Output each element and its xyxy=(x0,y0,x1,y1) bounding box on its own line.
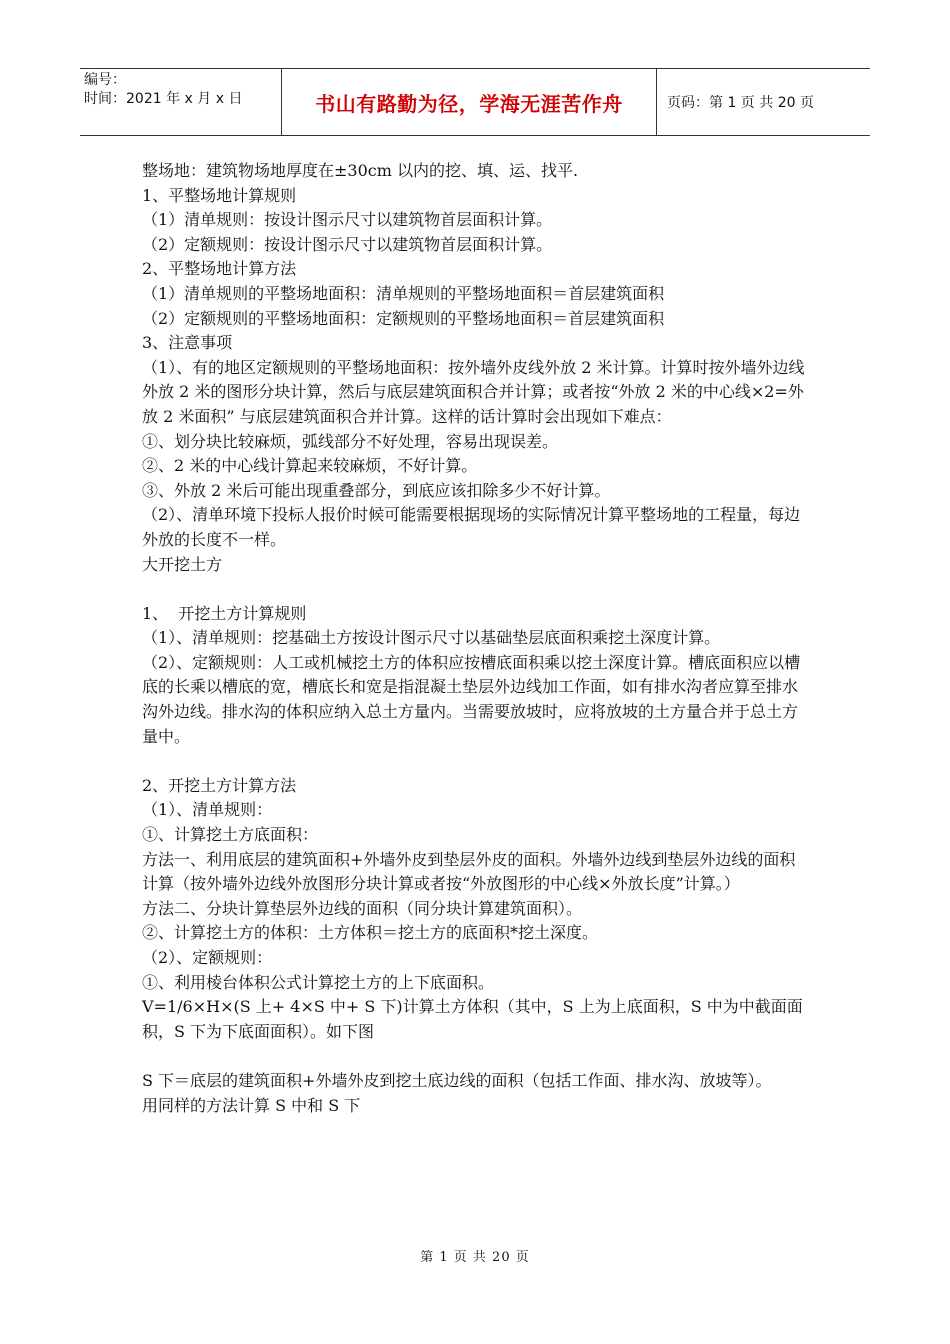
paragraph: （2）、定额规则：人工或机械挖土方的体积应按槽底面积乘以挖土深度计算。槽底面积应以槽底的长乘以槽底的宽，槽底长和宽是指混凝土垫层外边线加工作面，如有排水沟者应算至排水沟外边线。排水沟的体积应纳入总土方量内。当需要放坡时，应将放坡的土方量合并于总土方量中。 xyxy=(142,652,801,746)
paragraph: ①、划分块比较麻烦，弧线部分不好处理，容易出现误差。 xyxy=(142,431,559,451)
page-footer: 第 1 页 共 20 页 xyxy=(420,1250,530,1265)
paragraph: （1）清单规则：按设计图示尺寸以建筑物首层面积计算。 xyxy=(142,210,553,230)
header-page-label: 页码：第 1 页 共 20 页 xyxy=(667,95,814,111)
paragraph: ①、利用棱台体积公式计算挖土方的上下底面积。 xyxy=(142,972,495,992)
paragraph: （1）、清单规则： xyxy=(142,800,273,820)
paragraph: （1）、有的地区定额规则的平整场地面积：按外墙外皮线外放 2 米计算。计算时按外墙外边线外放 2 米的图形分块计算，然后与底层建筑面积合并计算；或者按“外放 2 米的中心线×2=外放 2 米面积” 与底层建筑面积合并计算。这样的话计算时会出现如下难点： xyxy=(142,357,805,426)
blank-line xyxy=(142,749,810,774)
paragraph: （1）清单规则的平整场地面积：清单规则的平整场地面积＝首层建筑面积 xyxy=(142,283,665,303)
paragraph: 方法一、利用底层的建筑面积+外墙外皮到垫层外皮的面积。外墙外边线到垫层外边线的面积计算（按外墙外边线外放图形分块计算或者按“外放图形的中心线×外放长度”计算。） xyxy=(142,849,796,894)
paragraph: V=1/6×H×(S 上+ 4×S 中+ S 下)计算土方体积（其中，S 上为上底面积，S 中为中截面面积，S 下为下底面面积）。如下图 xyxy=(142,997,803,1041)
document-body xyxy=(142,159,810,1118)
paragraph: ②、计算挖土方的体积：土方体积＝挖土方的底面积*挖土深度。 xyxy=(142,923,599,943)
blank-line xyxy=(142,577,810,602)
header-motto: 书山有路勤为径，学海无涯苦作舟 xyxy=(282,69,657,135)
paragraph: 1、平整场地计算规则 xyxy=(142,185,297,205)
time-label: 时间：2021 年 x 月 x 日 xyxy=(84,91,243,107)
paragraph: 方法二、分块计算垫层外边线的面积（同分块计算建筑面积）。 xyxy=(142,898,583,918)
paragraph: 3、注意事项 xyxy=(142,333,233,353)
number-label: 编号： xyxy=(84,72,126,88)
paragraph: ③、外放 2 米后可能出现重叠部分，到底应该扣除多少不好计算。 xyxy=(142,480,611,500)
paragraph: （2）、清单环境下投标人报价时候可能需要根据现场的实际情况计算平整场地的工程量，每边外放的长度不一样。 xyxy=(142,505,801,549)
paragraph: 大开挖土方 xyxy=(142,554,223,574)
paragraph: （2）、定额规则： xyxy=(142,948,273,967)
paragraph: 2、开挖土方计算方法 xyxy=(142,775,297,795)
paragraph: 2、平整场地计算方法 xyxy=(142,259,297,279)
paragraph: ①、计算挖土方底面积： xyxy=(142,825,319,845)
paragraph: （1）、清单规则：挖基础土方按设计图示尺寸以基础垫层底面积乘挖土深度计算。 xyxy=(142,628,721,648)
paragraph: 用同样的方法计算 S 中和 S 下 xyxy=(142,1095,361,1115)
paragraph: 1、 开挖土方计算规则 xyxy=(142,603,307,623)
paragraph: （2）定额规则的平整场地面积：定额规则的平整场地面积＝首层建筑面积 xyxy=(142,308,665,328)
paragraph: S 下＝底层的建筑面积+外墙外皮到挖土底边线的面积（包括工作面、排水沟、放坡等）。 xyxy=(142,1070,772,1090)
page-header xyxy=(80,68,870,136)
paragraph: （2）定额规则：按设计图示尺寸以建筑物首层面积计算。 xyxy=(142,234,553,254)
blank-line xyxy=(142,1044,810,1069)
paragraph: 整场地：建筑物场地厚度在±30cm 以内的挖、填、运、找平. xyxy=(142,161,579,180)
header-meta xyxy=(80,69,282,135)
paragraph: ②、2 米的中心线计算起来较麻烦，不好计算。 xyxy=(142,456,478,476)
